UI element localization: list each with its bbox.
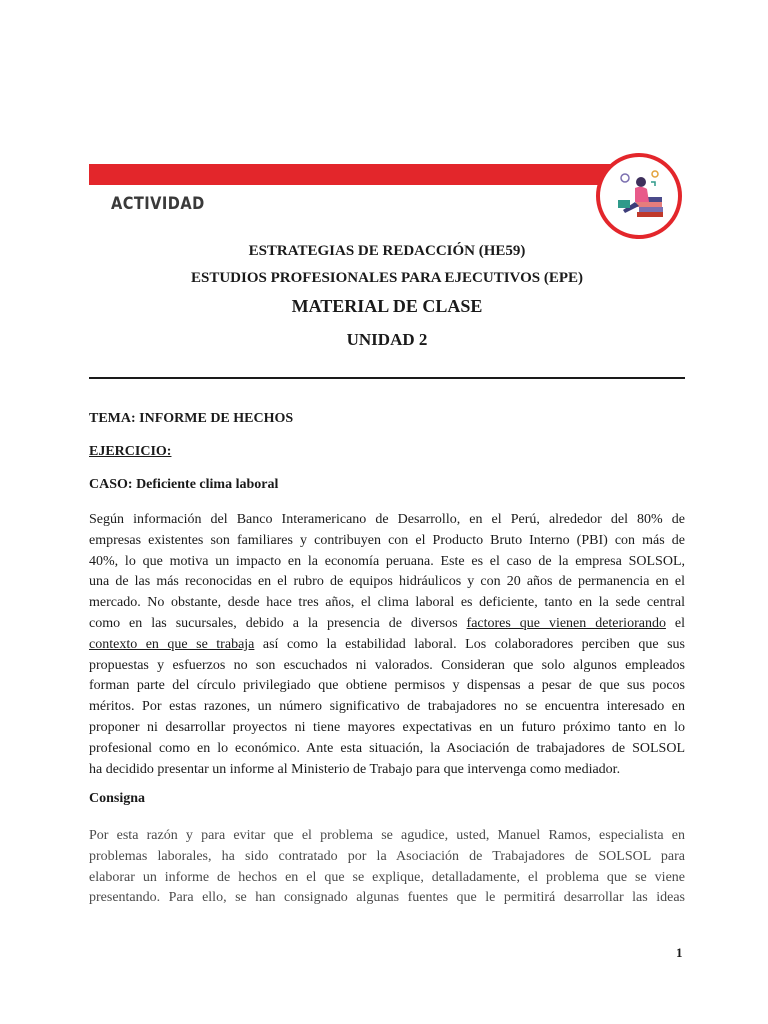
underlined-phrase: factores que vienen deteriorando <box>466 615 666 631</box>
case-line: empresas existentes son familiares y contribuyen con el Producto Bruto Interno (PBI) con más de <box>89 532 685 548</box>
header-divider <box>89 377 685 379</box>
banner-label: ACTIVIDAD <box>111 194 205 214</box>
instructions-line: problemas laborales, ha sido contratado por la Asociación de Trabajadores de SOLSOL para <box>89 848 685 864</box>
case-text: el <box>674 615 686 631</box>
course-title: ESTRATEGIAS DE REDACCIÓN (HE59) <box>248 243 526 259</box>
case-line: ha decidido presentar un informe al Ministerio de Trabajo para que intervenga como mediador. <box>89 761 621 777</box>
exercise-heading: EJERCICIO: <box>89 444 172 459</box>
instructions-line: presentando. Para ello, se han consignado algunas fuentes que le permitirá desarrollar las ideas <box>89 890 685 906</box>
case-line <box>89 635 685 656</box>
case-text: así como la estabilidad laboral. Los colaboradores perciben que sus <box>262 636 685 652</box>
instructions-line: elaborar un informe de hechos en el que se explique, detalladamente, el problema que se viene <box>89 869 685 885</box>
case-text: como en las sucursales, debido a la presencia de diversos <box>89 615 458 631</box>
banner-red-bar <box>89 164 649 185</box>
case-line: una de las más reconocidas en el rubro de equipos hidráulicos y con 20 años de permanencia en el <box>89 574 685 590</box>
topic-heading: TEMA: INFORME DE HECHOS <box>89 411 294 426</box>
case-line <box>89 614 685 635</box>
case-line: forman parte del círculo privilegiado que obtiene permisos y dispensas a pesar de que sus pocos <box>89 678 685 694</box>
material-title: MATERIAL DE CLASE <box>291 296 483 316</box>
case-line: méritos. Por estas razones, un número significativo de trabajadores no se encuentra interesado en <box>89 699 685 715</box>
case-heading <box>89 477 278 493</box>
case-title: Deficiente clima laboral <box>136 477 279 492</box>
case-line: mercado. No obstante, desde hace tres años, el clima laboral es deficiente, tanto en la sede central <box>89 595 685 611</box>
instructions-paragraph <box>89 826 685 909</box>
case-line: Según información del Banco Interamericano de Desarrollo, en el Perú, alrededor del 80% de <box>89 512 685 527</box>
instructions-heading: Consigna <box>89 791 146 806</box>
case-paragraph <box>89 510 685 780</box>
activity-banner <box>89 152 711 232</box>
page-number: 1 <box>676 945 683 960</box>
case-line: 40%, lo que motiva un impacto en la economía peruana. Este es el caso de la empresa SOLSOL, <box>89 553 685 569</box>
case-line: propuestas y esfuerzos no son escuchados ni valorados. Consideran que solo algunos empleados <box>89 657 685 673</box>
case-line: proponer ni desarrollar proyectos ni tiene mayores expectativas en un futuro próximo tanto en lo <box>89 719 685 735</box>
case-line: profesional como en lo económico. Ante esta situación, la Asociación de trabajadores de SOLSOL <box>89 740 685 756</box>
underlined-phrase: contexto en que se trabaja <box>89 636 255 652</box>
case-prefix: CASO: <box>89 477 133 492</box>
instructions-line: Por esta razón y para evitar que el problema se agudice, usted, Manuel Ramos, especialista en <box>89 828 685 843</box>
program-title: ESTUDIOS PROFESIONALES PARA EJECUTIVOS (EPE) <box>191 270 583 286</box>
unit-title: UNIDAD 2 <box>346 330 428 349</box>
student-books-logo-icon <box>595 152 683 240</box>
